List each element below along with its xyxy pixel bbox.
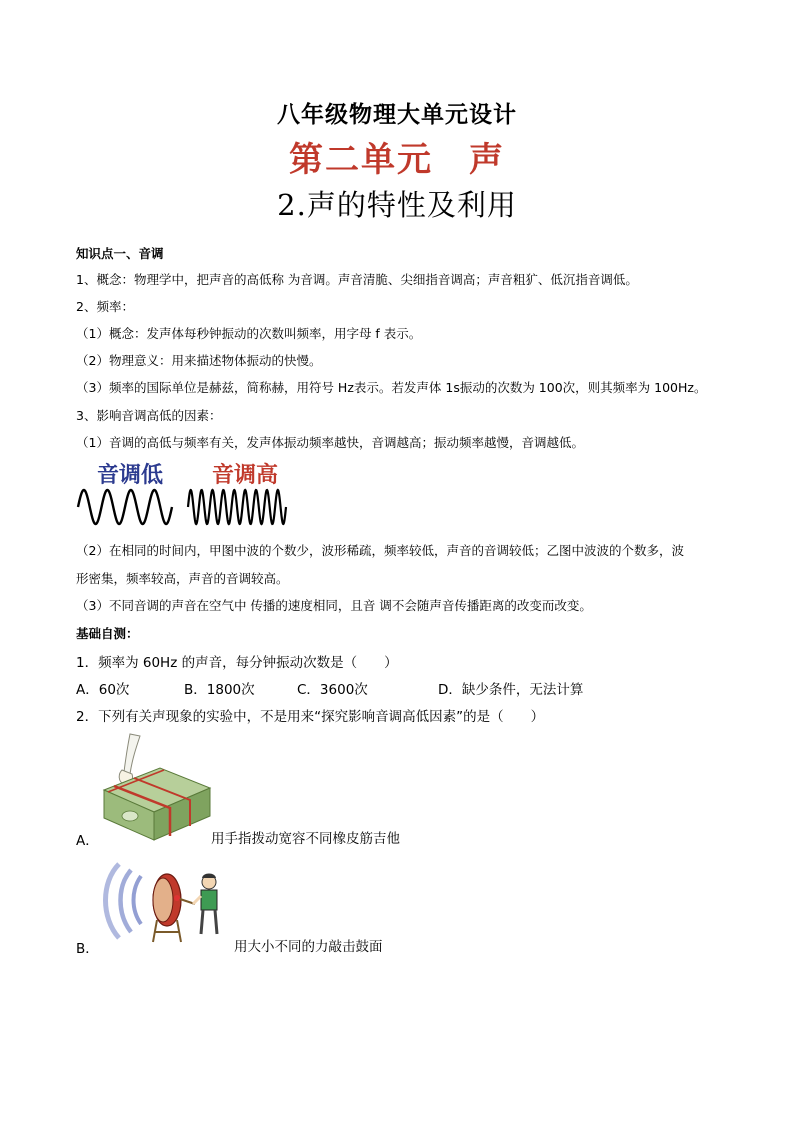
- label-high-pitch: 音调高: [212, 462, 279, 488]
- paragraph-concept: 1、概念：物理学中，把声音的高低称 为音调。声音清脆、尖细指音调高；声音粗犷、低沉指音调低。: [76, 272, 638, 287]
- paragraph-factors-3: （3）不同音调的声音在空气中 传播的速度相同，且音 调不会随声音传播距离的改变而改变。: [76, 598, 592, 613]
- q1-option-c[interactable]: C．3600次: [297, 682, 368, 698]
- q1-option-b[interactable]: B．1800次: [184, 682, 255, 698]
- option-a-label[interactable]: A．: [76, 833, 99, 849]
- q1-option-a[interactable]: A．60次: [76, 682, 130, 698]
- low-pitch-wave: [76, 486, 174, 528]
- lesson-title: 2.声的特性及利用: [277, 188, 517, 222]
- unit-title: 第二单元 声: [289, 140, 505, 180]
- practice-heading: 基础自测：: [76, 626, 139, 641]
- option-b-label[interactable]: B．: [76, 941, 99, 957]
- label-low-pitch: 音调低: [97, 462, 164, 488]
- paragraph-frequency-2: （2）物理意义：用来描述物体振动的快慢。: [76, 353, 322, 368]
- option-a-text: 用手指拨动宽容不同橡皮筋吉他: [211, 831, 400, 847]
- paragraph-frequency: 2、频率：: [76, 299, 134, 314]
- rubber-band-box-illustration: [100, 730, 212, 842]
- document-title: 八年级物理大单元设计: [277, 102, 517, 128]
- paragraph-frequency-1: （1）概念：发声体每秒钟振动的次数叫频率，用字母 f 表示。: [76, 326, 422, 341]
- question-2: 2．下列有关声现象的实验中，不是用来“探究影响音调高低因素”的是（ ）: [76, 709, 545, 725]
- high-pitch-wave: [186, 486, 288, 528]
- paragraph-factors-1: （1）音调的高低与频率有关，发声体振动频率越快，音调越高；振动频率越慢，音调越低。: [76, 435, 584, 450]
- question-1: 1．频率为 60Hz 的声音，每分钟振动次数是（ ）: [76, 655, 398, 671]
- option-b-text: 用大小不同的力敲击鼓面: [234, 939, 383, 955]
- paragraph-factors-2a: （2）在相同的时间内，甲图中波的个数少，波形稀疏，频率较低，声音的音调较低；乙图中波波的个数多，波: [76, 543, 684, 558]
- paragraph-factors: 3、影响音调高低的因素：: [76, 408, 222, 423]
- drum-illustration: [97, 858, 225, 944]
- paragraph-frequency-3: （3）频率的国际单位是赫兹，简称赫，用符号 Hz表示。若发声体 1s振动的次数为 100次，则其频率为 100Hz。: [76, 380, 707, 395]
- paragraph-factors-2b: 形密集，频率较高，声音的音调较高。: [76, 571, 289, 586]
- section-heading: 知识点一、音调: [76, 246, 164, 261]
- q1-option-d[interactable]: D．缺少条件，无法计算: [438, 682, 584, 698]
